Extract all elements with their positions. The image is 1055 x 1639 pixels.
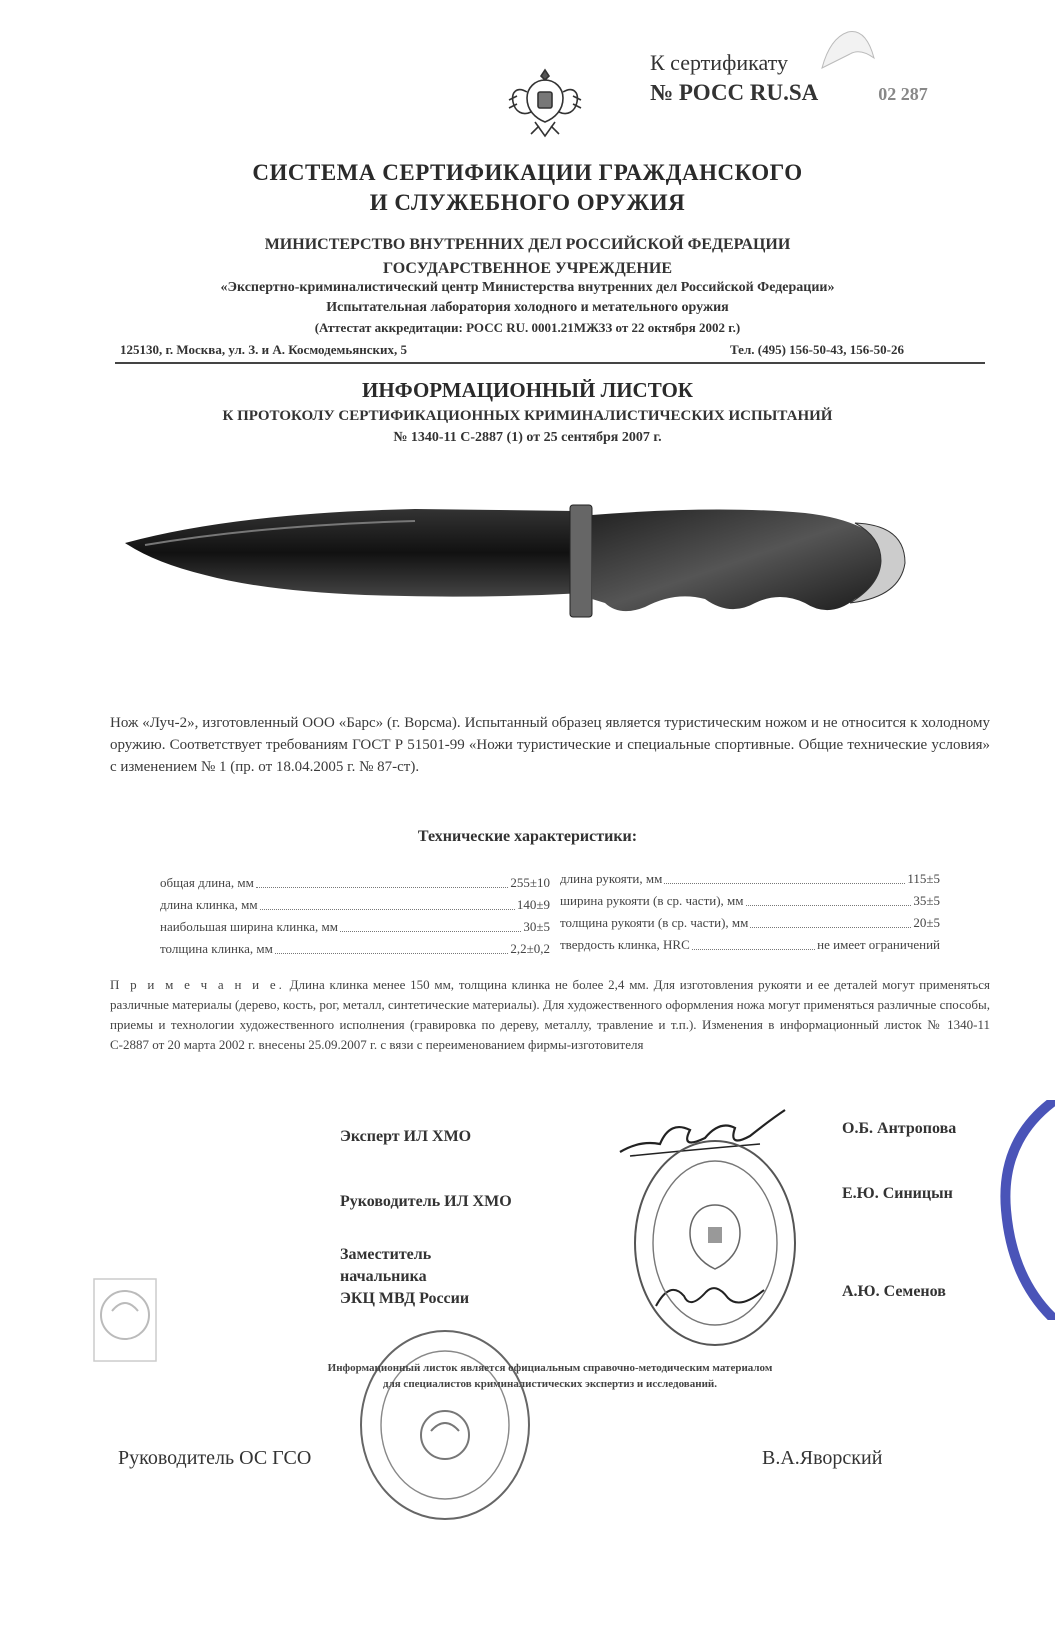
header-divider xyxy=(115,362,985,364)
deputy-label: Заместитель начальника ЭКЦ МВД России xyxy=(340,1246,470,1307)
certificate-ref-number: № РОСС RU.SA 02 287 xyxy=(650,80,928,105)
certificate-reference xyxy=(650,48,928,109)
certification-body-stamp xyxy=(355,1325,535,1525)
lab-name: Испытательная лаборатория холодного и метательного оружия xyxy=(326,300,729,315)
knife-image xyxy=(115,495,915,655)
os-head-label: Руководитель ОС ГСО xyxy=(118,1447,312,1469)
spec-row: толщина рукояти (в ср. части), мм 20±5 xyxy=(560,912,940,934)
expert-label: Эксперт ИЛ ХМО xyxy=(340,1128,472,1145)
blue-stamp-fragment xyxy=(1000,1100,1055,1320)
expert-name: О.Б. Антропова xyxy=(842,1120,957,1137)
institution-title: ГОСУДАРСТВЕННОЕ УЧРЕЖДЕНИЕ xyxy=(383,260,672,277)
address-line: 125130, г. Москва, ул. З. и А. Космодемьянских, 5 xyxy=(120,342,407,357)
note-text: Длина клинка менее 150 мм, толщина клинка не более 2,4 мм. Для изготовления рукояти и ее деталей могут применяться различные материалы (дерево, кость, рог, металл, синтетические материалы). Для художественного оформления ножа могут применяться различные способы, приемы и технологии художественного исполнения (гравировка по дереву, металлу, травление и т.п.). Изменения в информационный листок № 1340-11 С-2887 от 20 марта 2002 г. внесены 25.09.2007 г. с вязи с переименованием фирмы-изготовителя xyxy=(110,977,990,1052)
spec-row: твердость клинка, HRC не имеет ограничений xyxy=(560,934,940,956)
head-label: Руководитель ИЛ ХМО xyxy=(340,1193,512,1210)
system-title-line2: И СЛУЖЕБНОГО ОРУЖИЯ xyxy=(369,190,686,215)
spec-row: наибольшая ширина клинка, мм 30±5 xyxy=(160,916,550,938)
spec-row: ширина рукояти (в ср. части), мм 35±5 xyxy=(560,890,940,912)
spec-row: длина рукояти, мм 115±5 xyxy=(560,868,940,890)
certification-mark-icon xyxy=(90,1275,160,1365)
note-prefix: П р и м е ч а н и е. xyxy=(110,977,285,992)
info-sheet-subtitle: К ПРОТОКОЛУ СЕРТИФИКАЦИОННЫХ КРИМИНАЛИСТИЧЕСКИХ ИСПЫТАНИЙ xyxy=(222,408,833,424)
spec-row: длина клинка, мм 140±9 xyxy=(160,894,550,916)
specs-right-column xyxy=(560,868,940,956)
description-paragraph: Нож «Луч-2», изготовленный ООО «Барс» (г. Ворсма). Испытанный образец является туристическим ножом и не относится к холодному оружию. Соответствует требованиям ГОСТ Р 51501-99 «Ножи туристические и специальные спортивные. Общие технические условия» с изменением № 1 (пр. от 18.04.2005 г. № 87-ст). xyxy=(110,715,990,775)
protocol-number: № 1340-11 С-2887 (1) от 25 сентября 2007 г. xyxy=(393,430,662,445)
coat-of-arms-icon xyxy=(505,62,585,142)
os-head-name: В.А.Яворский xyxy=(762,1447,883,1469)
accreditation-line: (Аттестат аккредитации: РОСС RU. 0001.21МЖЗЗ от 22 октября 2002 г.) xyxy=(314,320,741,335)
deputy-name: А.Ю. Семенов xyxy=(842,1283,946,1300)
head-name: Е.Ю. Синицын xyxy=(842,1185,953,1202)
info-sheet-title: ИНФОРМАЦИОННЫЙ ЛИСТОК xyxy=(361,378,694,402)
specs-left-column xyxy=(160,872,550,960)
specs-title: Технические характеристики: xyxy=(417,828,638,845)
phone-line: Тел. (495) 156-50-43, 156-50-26 xyxy=(730,342,904,357)
system-title-line1: СИСТЕМА СЕРТИФИКАЦИИ ГРАЖДАНСКОГО xyxy=(252,160,803,185)
round-seal-stamp xyxy=(630,1135,800,1350)
spec-row: общая длина, мм 255±10 xyxy=(160,872,550,894)
footer-note: Информационный листок является официальным справочно-методическим материалом для специалистов криминалистических экспертиз и исследований. xyxy=(327,1362,773,1390)
ministry-title: МИНИСТЕРСТВО ВНУТРЕННИХ ДЕЛ РОССИЙСКОЙ ФЕДЕРАЦИИ xyxy=(264,236,791,253)
spec-row: толщина клинка, мм 2,2±0,2 xyxy=(160,938,550,960)
center-name: «Экспертно-криминалистический центр Министерства внутренних дел Российской Федерации» xyxy=(220,280,835,295)
certificate-ref-line1: К сертификату xyxy=(650,50,788,75)
note-paragraph xyxy=(110,975,990,1055)
